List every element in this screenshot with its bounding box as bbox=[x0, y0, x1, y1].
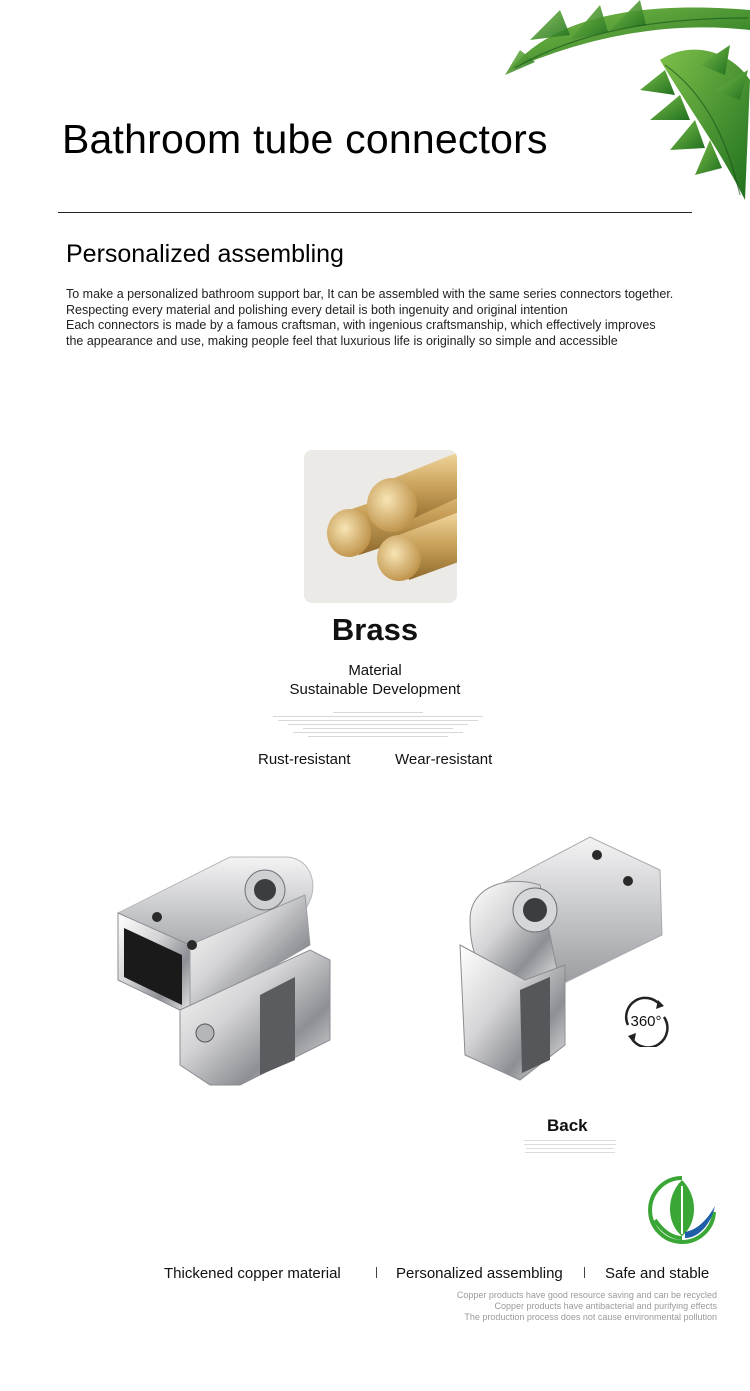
footer-feature-copper: Thickened copper material bbox=[164, 1265, 341, 1282]
rotation-label: 360° bbox=[630, 1013, 662, 1030]
palm-leaves-decoration bbox=[490, 0, 750, 200]
section-heading: Personalized assembling bbox=[66, 240, 344, 268]
connector-front-image bbox=[110, 835, 350, 1095]
feature-wear-resistant: Wear-resistant bbox=[395, 751, 493, 768]
footer-separator bbox=[584, 1267, 585, 1278]
brass-rods-image bbox=[304, 450, 457, 603]
footer-note: The production process does not cause environmental pollution bbox=[464, 1312, 717, 1322]
feature-rust-resistant: Rust-resistant bbox=[258, 751, 351, 768]
intro-line: the appearance and use, making people feel that luxurious life is originally so simple and accessible bbox=[66, 333, 618, 348]
title-divider bbox=[58, 212, 692, 213]
back-view-label: Back bbox=[547, 1116, 588, 1135]
back-fine-print bbox=[524, 1140, 616, 1156]
page-title: Bathroom tube connectors bbox=[62, 116, 548, 162]
footer-notes bbox=[457, 1290, 717, 1323]
material-name: Brass bbox=[331, 612, 419, 647]
rotate-360-icon bbox=[620, 995, 672, 1047]
intro-line: Each connectors is made by a famous craftsman, with ingenious craftsmanship, which effectively improves bbox=[66, 318, 656, 332]
intro-line: To make a personalized bathroom support bar, It can be assembled with the same series connectors together. bbox=[66, 287, 674, 301]
material-sublabel: Sustainable Development bbox=[289, 681, 461, 698]
fine-print-block bbox=[270, 712, 485, 740]
eco-leaf-logo-icon bbox=[645, 1172, 719, 1250]
footer-feature-assembling: Personalized assembling bbox=[396, 1265, 563, 1282]
material-label: Material bbox=[348, 662, 402, 679]
intro-paragraph bbox=[66, 287, 706, 349]
footer-note: Copper products have antibacterial and purifying effects bbox=[494, 1301, 717, 1311]
footer-note: Copper products have good resource saving and can be recycled bbox=[456, 1290, 717, 1300]
intro-line: Respecting every material and polishing every detail is both ingenuity and original intention bbox=[66, 302, 568, 317]
footer-feature-safe: Safe and stable bbox=[605, 1265, 710, 1282]
footer-separator bbox=[376, 1267, 377, 1278]
